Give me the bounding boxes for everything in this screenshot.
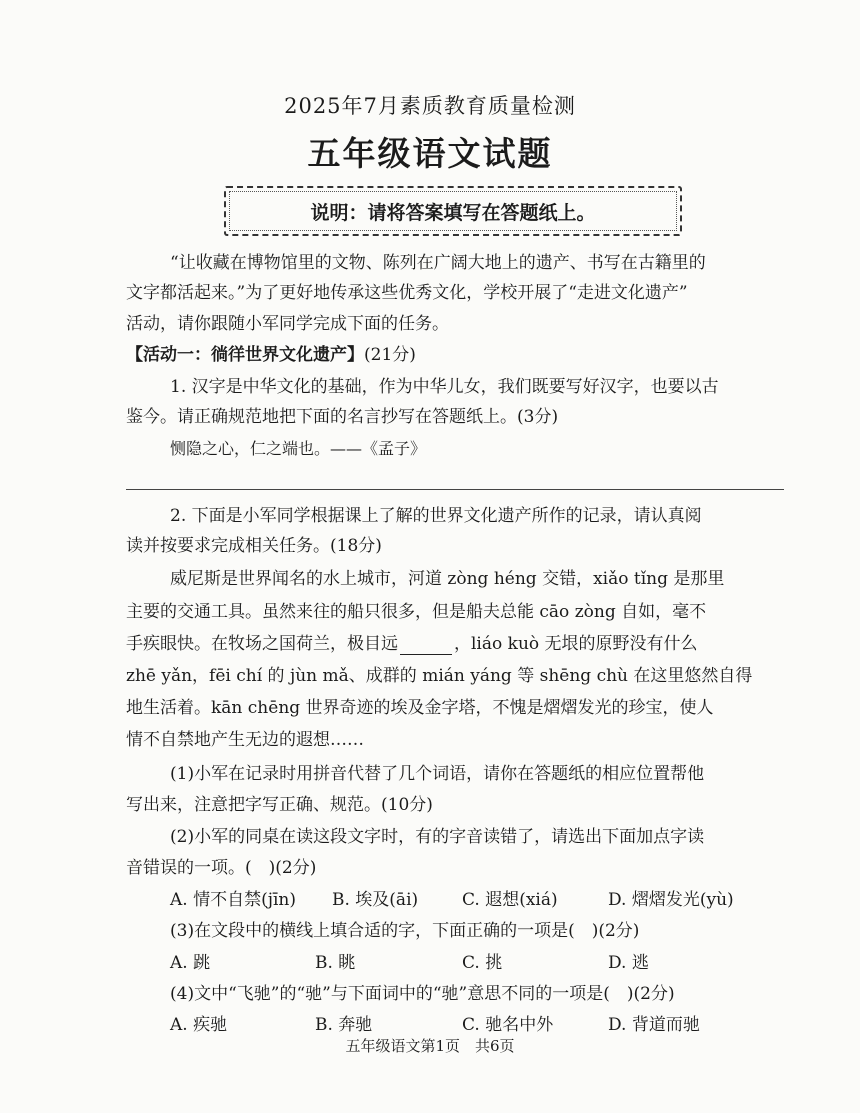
- sub2-option-b: B. 埃及(āi): [332, 890, 419, 910]
- passage-line-4: zhē yǎn，fēi chí 的 jùn mǎ、成群的 mián yáng 等 shēng chù 在这里悠然自得: [126, 666, 753, 686]
- passage-line-6: 情不自禁地产生无边的遐想……: [126, 730, 364, 750]
- passage-line-3-a: 手疾眼快。在牧场之国荷兰，极目远: [126, 634, 398, 654]
- sub4-option-a: A. 疾驰: [170, 1015, 228, 1035]
- exam-subtitle: 五年级语文试题: [307, 134, 553, 173]
- q2-line-1: 2. 下面是小军同学根据课上了解的世界文化遗产所作的记录，请认真阅: [170, 506, 702, 526]
- instruction-text: 说明：请将答案填写在答题纸上。: [310, 202, 596, 224]
- sub3-option-d: D. 逃: [608, 953, 649, 973]
- sub2-option-c: C. 遐想(xiá): [462, 890, 558, 910]
- sub2-option-d: D. 熠熠发光(yù): [608, 890, 734, 910]
- exam-title: 2025年7月素质教育质量检测: [284, 94, 576, 118]
- sub4-question: (4)文中“飞驰”的“驰”与下面词中的“驰”意思不同的一项是( )(2分): [170, 984, 675, 1004]
- intro-line-1: “让收藏在博物馆里的文物、陈列在广阔大地上的遗产、书写在古籍里的: [170, 253, 706, 273]
- sub2-line-1: (2)小军的同桌在读这段文字时，有的字音读错了，请选出下面加点字读: [170, 827, 705, 847]
- passage-line-3: [126, 633, 698, 655]
- page-footer: 五年级语文第1页 共6页: [345, 1037, 515, 1055]
- sub1-line-1: (1)小军在记录时用拼音代替了几个词语，请你在答题纸的相应位置帮他: [170, 764, 705, 784]
- activity-heading: [126, 344, 416, 366]
- sub1-line-2: 写出来，注意把字写正确、规范。(10分): [126, 795, 433, 815]
- intro-line-2: 文字都活起来。”为了更好地传承这些优秀文化，学校开展了“走进文化遗产”: [126, 283, 688, 303]
- activity-score: (21分): [364, 345, 416, 365]
- q1-line-1: 1. 汉字是中华文化的基础，作为中华儿女，我们既要写好汉字，也要以古: [170, 377, 719, 397]
- sub4-option-d: D. 背道而驰: [608, 1015, 700, 1035]
- answer-line: [126, 489, 784, 490]
- instruction-box: [224, 186, 682, 236]
- q1-quote: 恻隐之心，仁之端也。——《孟子》: [170, 439, 427, 458]
- sub4-option-b: B. 奔驰: [315, 1015, 373, 1035]
- sub3-option-c: C. 挑: [462, 953, 503, 973]
- passage-line-2: 主要的交通工具。虽然来往的船只很多，但是船夫总能 cāo zòng 自如，毫不: [126, 602, 707, 622]
- sub3-option-b: B. 眺: [315, 953, 356, 973]
- sub4-option-c: C. 驰名中外: [462, 1015, 554, 1035]
- passage-line-3-b: ，liáo kuò 无垠的原野没有什么: [454, 634, 698, 654]
- sub3-option-a: A. 跳: [170, 953, 211, 973]
- fill-blank: [400, 636, 452, 655]
- q2-line-2: 读并按要求完成相关任务。(18分): [126, 536, 382, 556]
- sub2-line-2: 音错误的一项。( )(2分): [126, 858, 317, 878]
- intro-line-3: 活动，请你跟随小军同学完成下面的任务。: [126, 314, 449, 334]
- passage-line-5: 地生活着。kān chēng 世界奇迹的埃及金字塔，不愧是熠熠发光的珍宝，使人: [126, 698, 714, 718]
- q1-line-2: 鉴今。请正确规范地把下面的名言抄写在答题纸上。(3分): [126, 407, 559, 427]
- sub3-question: (3)在文段中的横线上填合适的字，下面正确的一项是( )(2分): [170, 921, 640, 941]
- sub2-option-a: A. 情不自禁(jīn): [170, 890, 297, 910]
- activity-title: 【活动一：徜徉世界文化遗产】: [126, 345, 364, 365]
- passage-line-1: 威尼斯是世界闻名的水上城市，河道 zòng héng 交错，xiǎo tǐng 是那里: [170, 569, 725, 589]
